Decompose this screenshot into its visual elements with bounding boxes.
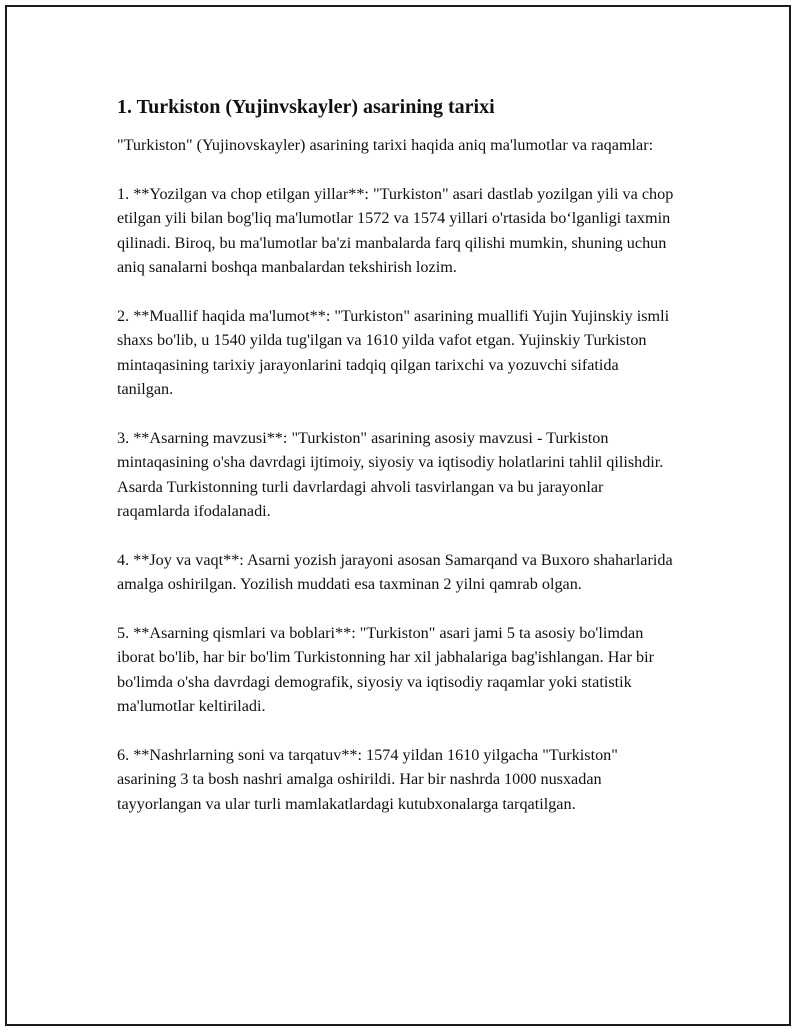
- paragraph-years: 1. **Yozilgan va chop etilgan yillar**: "Turkiston" asari dastlab yozilgan yili va chop etilgan yili bilan bog'liq ma'lumotlar 1572 va 1574 yillari o'rtasida bo‘lganligi taxmin qilinadi. Biroq, bu ma'lumotlar ba'zi manbalarda farq qilishi mumkin, shuning uchun aniq sanalarni boshqa manbalardan tekshirish lozim.: [117, 184, 674, 277]
- paragraph-editions: 6. **Nashrlarning soni va tarqatuv**: 1574 yildan 1610 yilgacha "Turkiston" asarining 3 ta bosh nashri amalga oshirildi. Har bir nashrda 1000 nusxadan tayyorlangan va ular turli mamlakatlardagi kutubxonalarga tarqatilgan.: [117, 746, 618, 813]
- document-body: [117, 94, 677, 841]
- paragraph-theme: 3. **Asarning mavzusi**: "Turkiston" asarining asosiy mavzusi - Turkiston mintaqasining o'sha davrdagi ijtimoiy, siyosiy va iqtisodiy holatlarini tahlil qilishdir. Asarda Turkistonning turli davrlardagi ahvoli tasvirlangan va bu jarayonlar raqamlarda ifodalanadi.: [117, 428, 664, 521]
- paragraph-parts-chapters: 5. **Asarning qismlari va boblari**: "Turkiston" asari jami 5 ta asosiy bo'limdan iborat bo'lib, har bir bo'lim Turkistonning har xil jabhalariga bag'ishlangan. Har bir bo'limda o'sha davrdagi demografik, siyosiy va iqtisodiy raqamlar yoki statistik ma'lumotlar keltiriladi.: [117, 624, 655, 716]
- paragraph-author: 2. **Muallif haqida ma'lumot**: "Turkiston" asarining muallifi Yujin Yujinskiy ismli shaxs bo'lib, u 1540 yilda tug'ilgan va 1610 yilda vafot etgan. Yujinskiy Turkiston mintaqasining tarixiy jarayonlarini tadqiq qilgan tarixchi va yozuvchi sifatida tanilgan.: [117, 306, 670, 399]
- document-title: 1. Turkiston (Yujinvskayler) asarining tarixi: [117, 96, 495, 118]
- intro-paragraph: "Turkiston" (Yujinovskayler) asarining tarixi haqida aniq ma'lumotlar va raqamlar:: [117, 136, 654, 154]
- paragraph-place-time: 4. **Joy va vaqt**: Asarni yozish jarayoni asosan Samarqand va Buxoro shaharlarida amalga oshirilgan. Yozilish muddati esa taxminan 2 yilni qamrab olgan.: [117, 550, 673, 594]
